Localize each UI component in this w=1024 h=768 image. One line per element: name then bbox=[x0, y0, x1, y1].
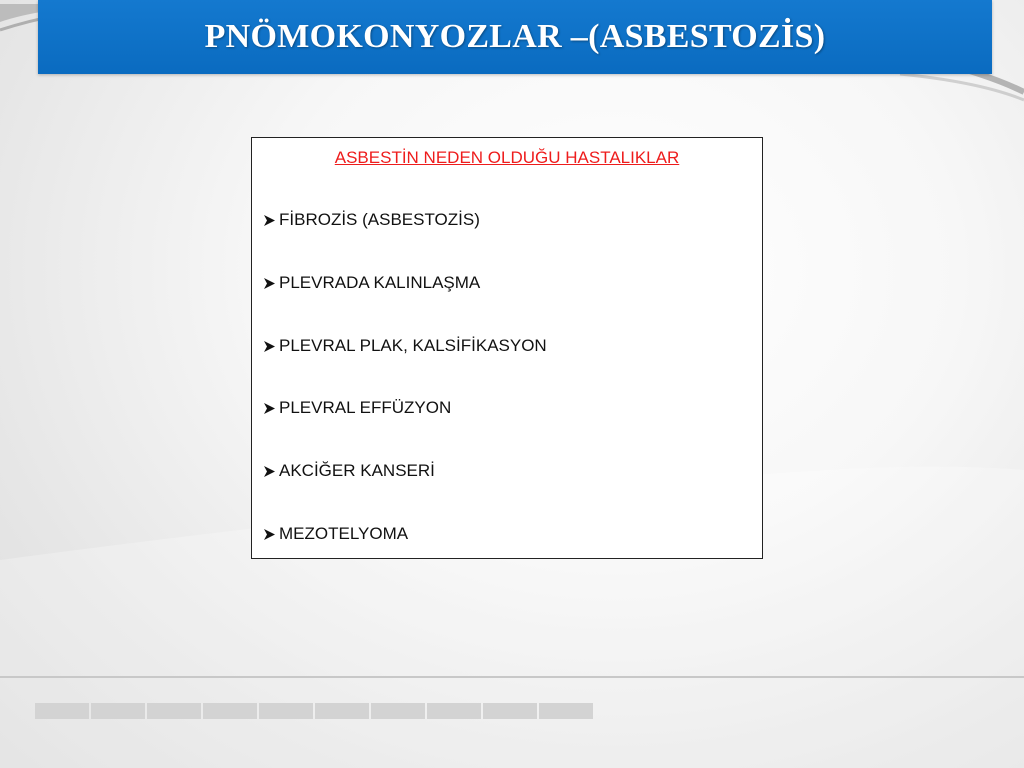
list-item bbox=[262, 398, 451, 418]
footer-segment bbox=[203, 703, 257, 719]
footer-segment bbox=[427, 703, 481, 719]
footer-segment bbox=[539, 703, 593, 719]
footer-segment bbox=[147, 703, 201, 719]
footer-segment bbox=[315, 703, 369, 719]
disease-list-box bbox=[251, 137, 763, 559]
list-item bbox=[262, 336, 547, 356]
footer-segment bbox=[483, 703, 537, 719]
footer-segment bbox=[259, 703, 313, 719]
list-item-label: PLEVRADA KALINLAŞMA bbox=[279, 273, 481, 292]
arrow-bullet-icon bbox=[262, 527, 277, 542]
list-item-label: PLEVRAL PLAK, KALSİFİKASYON bbox=[279, 336, 547, 355]
arrow-bullet-icon bbox=[262, 464, 277, 479]
list-item-label: PLEVRAL EFFÜZYON bbox=[279, 398, 452, 417]
arrow-bullet-icon bbox=[262, 339, 277, 354]
footer-segment bbox=[91, 703, 145, 719]
box-heading: ASBESTİN NEDEN OLDUĞU HASTALIKLAR bbox=[334, 148, 680, 167]
list-item-label: AKCİĞER KANSERİ bbox=[279, 461, 435, 480]
footer-segment-bar bbox=[35, 703, 593, 719]
list-item bbox=[262, 210, 480, 230]
slide-title: PNÖMOKONYOZLAR –(ASBESTOZİS) bbox=[204, 18, 826, 55]
list-item bbox=[262, 524, 408, 544]
footer-divider bbox=[0, 676, 1024, 678]
list-item bbox=[262, 273, 480, 293]
list-item-label: FİBROZİS (ASBESTOZİS) bbox=[279, 210, 480, 229]
list-item bbox=[262, 461, 435, 481]
arrow-bullet-icon bbox=[262, 401, 277, 416]
footer-segment bbox=[371, 703, 425, 719]
arrow-bullet-icon bbox=[262, 276, 277, 291]
footer-segment bbox=[35, 703, 89, 719]
list-item-label: MEZOTELYOMA bbox=[279, 524, 409, 543]
title-bar bbox=[38, 0, 992, 74]
arrow-bullet-icon bbox=[262, 213, 277, 228]
